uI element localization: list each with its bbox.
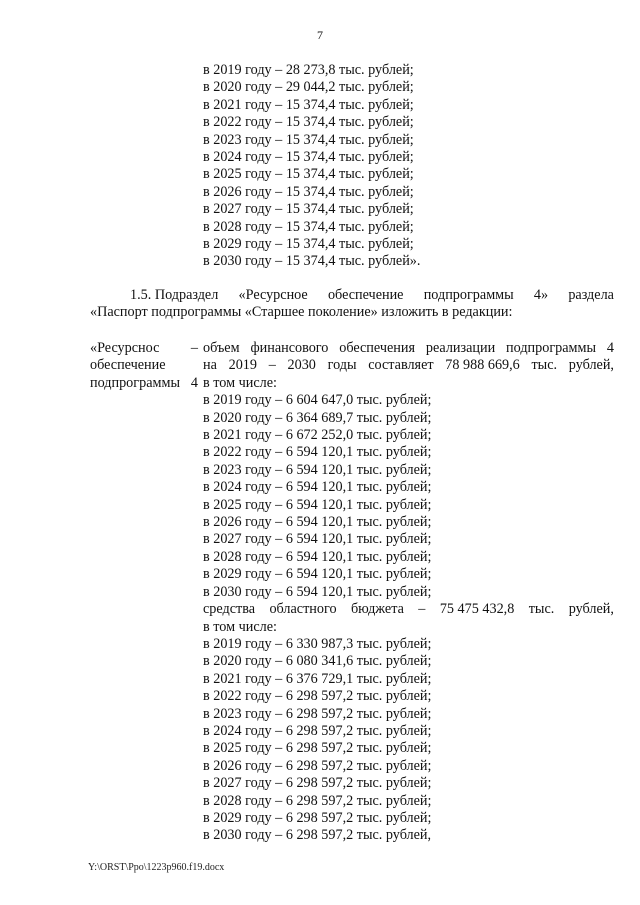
regional-year-item: в 2029 году – 6 298 597,2 тыс. рублей; (203, 809, 432, 826)
list-item: в 2027 году – 15 374,4 тыс. рублей; (203, 201, 414, 218)
list-item: в 2028 году – 15 374,4 тыс. рублей; (203, 218, 414, 235)
total-year-item: в 2028 году – 6 594 120,1 тыс. рублей; (203, 548, 432, 565)
paragraph-word: 4» (533, 287, 549, 303)
intro-word: на (203, 357, 217, 374)
regional-word: средства (203, 601, 256, 618)
intro-word: составляет (368, 357, 434, 374)
total-year-item: в 2026 году – 6 594 120,1 тыс. рублей; (203, 514, 432, 531)
intro-word: финансового (250, 340, 329, 356)
paragraph-word: подпрограммы (423, 287, 514, 303)
intro-word: объем (203, 340, 240, 356)
label-word: «Ресурснос (90, 340, 160, 356)
intro-word: 2019 (228, 357, 257, 374)
amendment-paragraph (90, 287, 614, 322)
total-year-item: в 2024 году – 6 594 120,1 тыс. рублей; (203, 479, 432, 496)
intro-word: рублей, (568, 357, 614, 374)
list-item: в 2023 году – 15 374,4 тыс. рублей; (203, 131, 414, 148)
intro-word: тыс. (531, 357, 558, 374)
regional-year-item: в 2025 году – 6 298 597,2 тыс. рублей; (203, 740, 432, 757)
total-year-item: в 2025 году – 6 594 120,1 тыс. рублей; (203, 496, 432, 513)
regional-year-item: в 2019 году – 6 330 987,3 тыс. рублей; (203, 635, 432, 652)
regional-year-item: в 2022 году – 6 298 597,2 тыс. рублей; (203, 688, 432, 705)
paragraph-word: обеспечение (327, 287, 404, 303)
total-year-item: в 2030 году – 6 594 120,1 тыс. рублей; (203, 583, 432, 600)
label-line (90, 340, 198, 357)
label-word: – (190, 340, 198, 356)
total-year-item: в 2019 году – 6 604 647,0 тыс. рублей; (203, 392, 432, 409)
label-line: обеспечение (90, 357, 166, 374)
list-item: в 2025 году – 15 374,4 тыс. рублей; (203, 166, 414, 183)
regional-year-item: в 2021 году – 6 376 729,1 тыс. рублей; (203, 670, 432, 687)
regional-word: областного (269, 601, 337, 618)
label-word: подпрограммы (90, 374, 180, 391)
table-value-cell (203, 340, 614, 845)
regional-budget-line (203, 601, 614, 618)
regional-year-item: в 2026 году – 6 298 597,2 тыс. рублей; (203, 757, 432, 774)
regional-word: 75 475 432,8 (439, 601, 515, 618)
intro-word: 4 (606, 340, 614, 356)
list-item: в 2019 году – 28 273,8 тыс. рублей; (203, 62, 414, 78)
file-path-footer: Y:\ORST\Ppo\1223p960.f19.docx (88, 862, 225, 873)
list-item: в 2022 году – 15 374,4 тыс. рублей; (203, 114, 414, 131)
list-item: в 2029 году – 15 374,4 тыс. рублей; (203, 236, 414, 253)
total-year-item: в 2020 году – 6 364 689,7 тыс. рублей; (203, 409, 432, 426)
paragraph-word: «Ресурсное (238, 287, 308, 303)
paragraph-line: «Паспорт подпрограммы «Старшее поколение» изложить в редакции: (90, 304, 513, 321)
list-item: в 2024 году – 15 374,4 тыс. рублей; (203, 149, 414, 166)
total-year-item: в 2027 году – 6 594 120,1 тыс. рублей; (203, 531, 432, 548)
label-word: 4 (190, 374, 198, 391)
intro-word: 78 988 669,6 (445, 357, 520, 374)
paragraph-word: раздела (568, 287, 614, 303)
intro-word: – (268, 357, 276, 374)
regional-year-item: в 2027 году – 6 298 597,2 тыс. рублей; (203, 775, 432, 792)
intro-word: подпрограммы (506, 340, 597, 356)
intro-line: в том числе: (203, 374, 277, 391)
regional-year-item: в 2023 году – 6 298 597,2 тыс. рублей; (203, 705, 432, 722)
regional-year-item: в 2028 году – 6 298 597,2 тыс. рублей; (203, 792, 432, 809)
list-item: в 2026 году – 15 374,4 тыс. рублей; (203, 183, 414, 200)
intro-word: реализации (425, 340, 496, 356)
label-line (90, 375, 198, 392)
paragraph-word: 1.5. Подраздел (130, 287, 219, 303)
list-item: в 2021 году – 15 374,4 тыс. рублей; (203, 96, 414, 113)
total-year-item: в 2023 году – 6 594 120,1 тыс. рублей; (203, 461, 432, 478)
total-year-item: в 2021 году – 6 672 252,0 тыс. рублей; (203, 427, 432, 444)
regional-budget-line: в том числе: (203, 618, 277, 635)
total-year-item: в 2022 году – 6 594 120,1 тыс. рублей; (203, 444, 432, 461)
page-number: 7 (317, 28, 323, 42)
regional-word: рублей, (568, 601, 614, 618)
regional-year-item: в 2020 году – 6 080 341,6 тыс. рублей; (203, 653, 432, 670)
regional-year-item: в 2030 году – 6 298 597,2 тыс. рублей, (203, 827, 432, 844)
intro-line (203, 357, 614, 374)
regional-year-item: в 2024 году – 6 298 597,2 тыс. рублей; (203, 722, 432, 739)
funding-list-continued (203, 62, 420, 271)
intro-word: 2030 (287, 357, 316, 374)
total-year-item: в 2029 году – 6 594 120,1 тыс. рублей; (203, 566, 432, 583)
intro-word: обеспечения (339, 340, 415, 356)
list-item: в 2020 году – 29 044,2 тыс. рублей; (203, 79, 414, 96)
list-item: в 2030 году – 15 374,4 тыс. рублей». (203, 253, 421, 270)
regional-word: бюджета (350, 601, 404, 618)
paragraph-line (90, 287, 614, 304)
intro-word: годы (327, 357, 357, 374)
table-label-cell (90, 340, 198, 392)
intro-line (203, 340, 614, 357)
regional-word: тыс. (528, 601, 555, 618)
regional-word: – (418, 601, 426, 618)
